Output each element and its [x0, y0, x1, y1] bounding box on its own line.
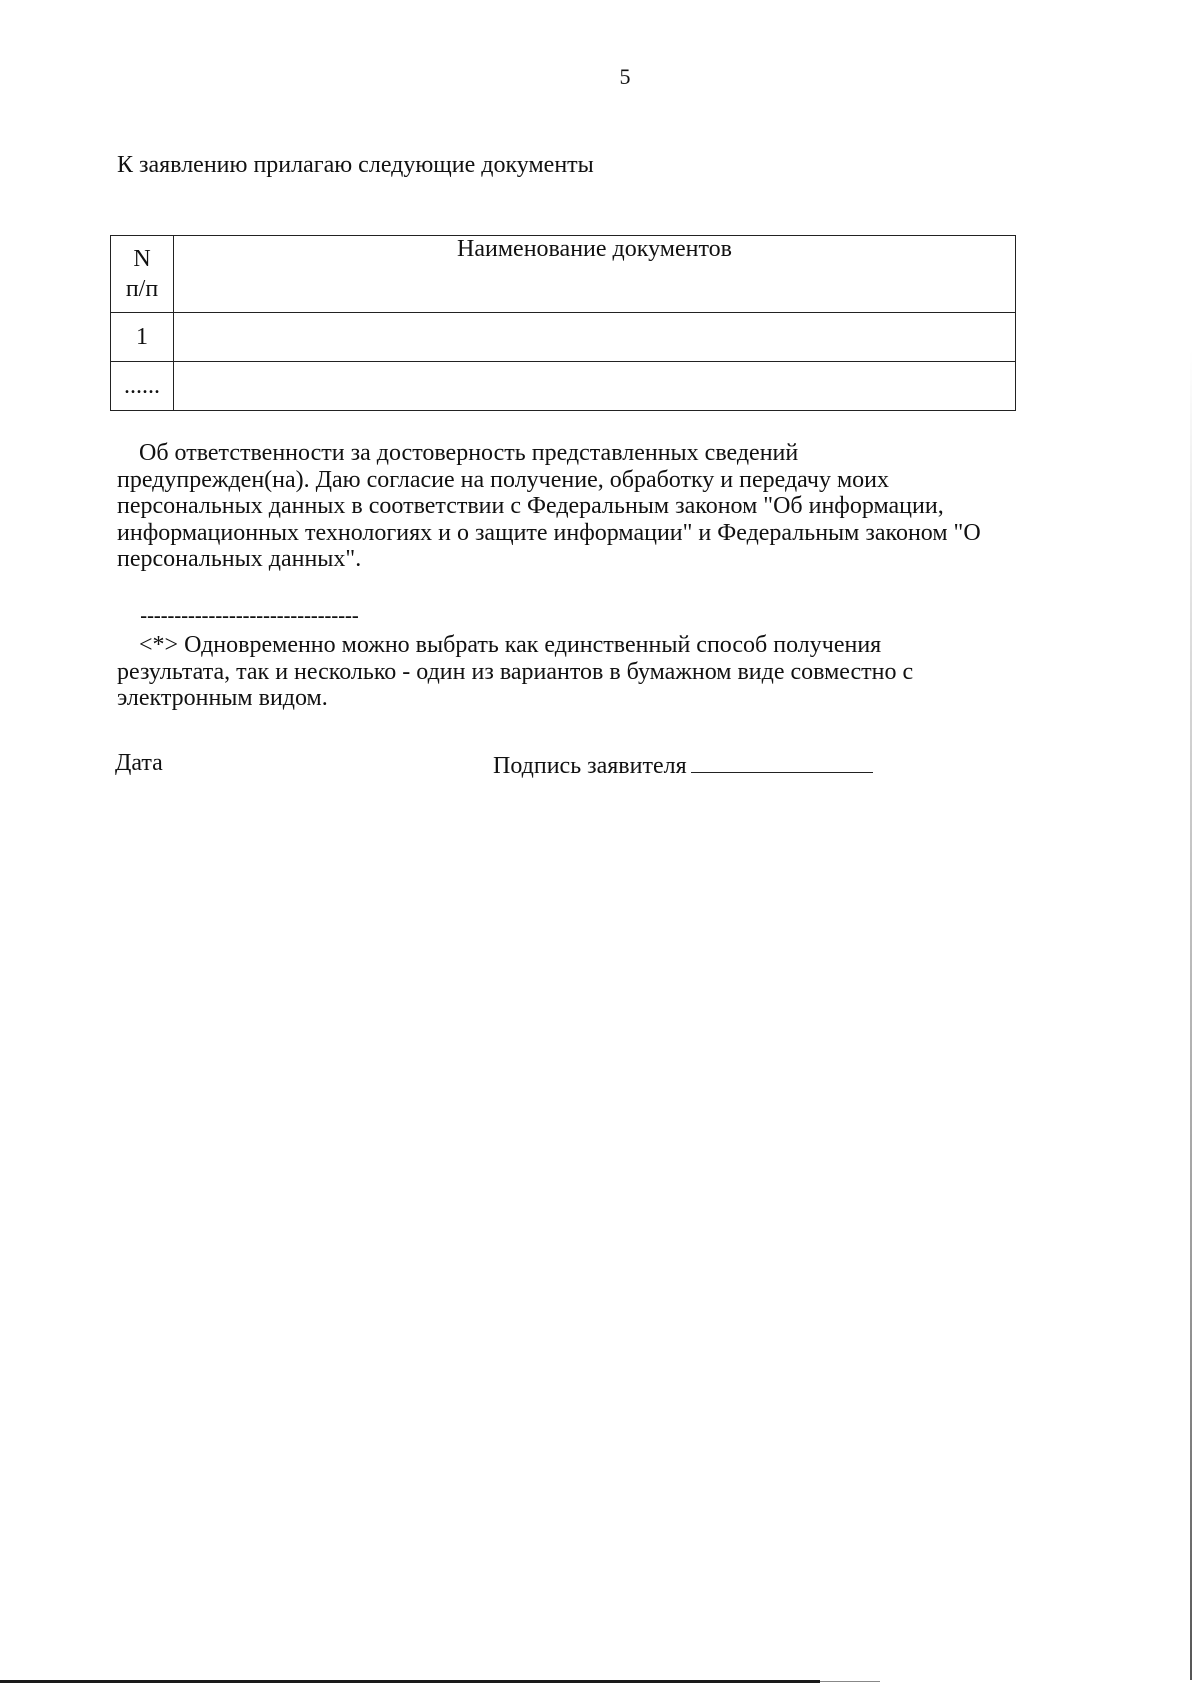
footnote-paragraph — [117, 632, 997, 712]
signature-field — [493, 752, 873, 780]
consent-line: Об ответственности за достоверность представленных сведений — [139, 440, 799, 466]
row-number: 1 — [111, 313, 174, 362]
header-document-name: Наименование документов — [174, 236, 1016, 313]
date-label: Дата — [115, 750, 163, 776]
table-row — [111, 313, 1016, 362]
bottom-scan-edge-tail — [820, 1681, 880, 1682]
table-header-row — [111, 236, 1016, 313]
consent-paragraph — [117, 440, 997, 573]
signature-label: Подпись заявителя — [493, 753, 687, 779]
row-document-name — [174, 313, 1016, 362]
consent-line: информационных технологиях и о защите информации" и Федеральным законом "О — [117, 519, 981, 546]
table-row — [111, 362, 1016, 411]
footnote-line: <*> Одновременно можно выбрать как единственный способ получения — [139, 632, 882, 658]
header-number-line-1: N — [133, 246, 151, 272]
consent-line: предупрежден(на). Даю согласие на получение, обработку и передачу моих — [117, 466, 889, 493]
attachments-intro: К заявлению прилагаю следующие документы — [117, 152, 594, 178]
signature-blank-line — [691, 752, 873, 773]
documents-table — [110, 235, 1016, 411]
footnote-line: результата, так и несколько - один из вариантов в бумажном виде совместно с — [117, 658, 914, 685]
right-scan-edge — [1190, 350, 1192, 1680]
consent-line: персональных данных". — [117, 546, 362, 572]
consent-line: персональных данных в соответствии с Федеральным законом "Об информации, — [117, 493, 944, 519]
footnote-separator: -------------------------------- — [140, 603, 359, 628]
footnote-line: электронным видом. — [117, 685, 328, 711]
row-document-name — [174, 362, 1016, 411]
bottom-scan-edge — [0, 1680, 820, 1683]
row-number: ...... — [111, 362, 174, 411]
page-number: 5 — [619, 64, 631, 89]
header-number-line-2: п/п — [125, 276, 159, 302]
header-number — [111, 236, 174, 313]
